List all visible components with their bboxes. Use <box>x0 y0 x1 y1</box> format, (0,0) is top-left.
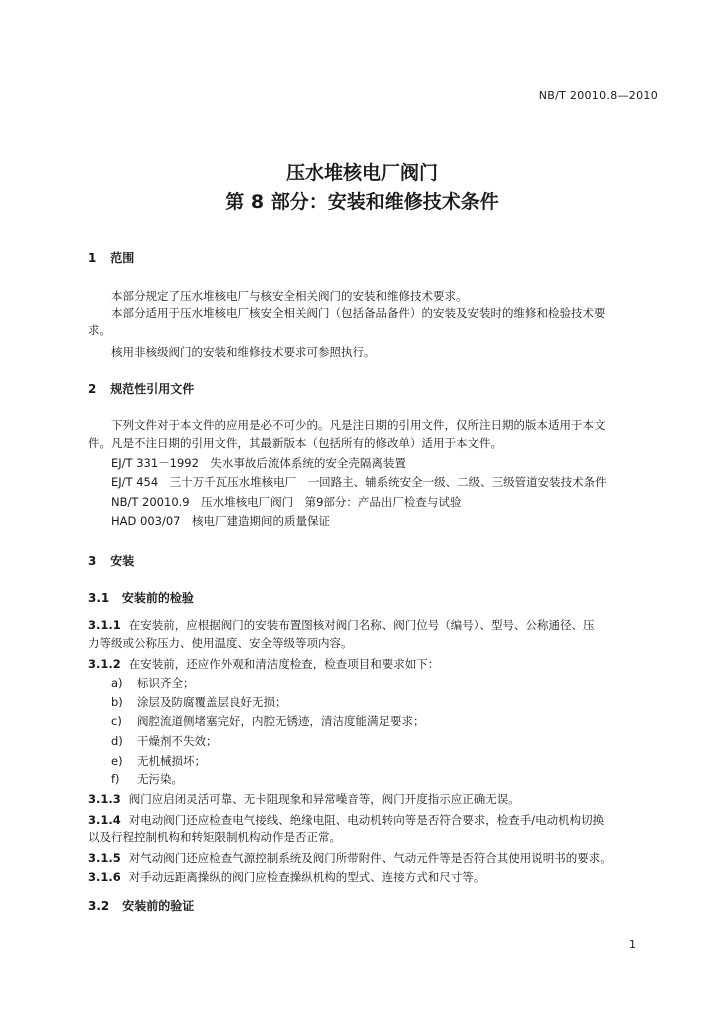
clause-text: 对手动远距离操纵的阀门应检查操纵机构的型式、连接方式和尺寸等。 <box>128 870 486 884</box>
list-item-text: 标识齐全； <box>137 676 195 690</box>
section-3-heading <box>88 552 134 569</box>
document-subtitle: 第 8 部分：安装和维修技术条件 <box>225 191 499 213</box>
clause-number: 3.1.4 <box>88 813 121 827</box>
list-item-label: b) <box>111 695 123 709</box>
paragraph: 下列文件对于本文件的应用是必不可少的。凡是注日期的引用文件，仅所注日期的版本适用于本文 <box>111 418 606 432</box>
section-title: 安装 <box>110 554 135 568</box>
subsection-3-2-heading <box>88 897 194 914</box>
clause-3-1-2 <box>88 656 439 672</box>
clause-3-1-5 <box>88 850 612 866</box>
list-item-label: c) <box>111 714 122 728</box>
clause-text: 阀门应启闭灵活可靠、无卡阻现象和异常噪音等，阀门开度指示应正确无误。 <box>128 792 520 806</box>
page-number: 1 <box>629 938 636 951</box>
section-2-heading <box>88 380 194 397</box>
standard-code: NB/T 20010.8—2010 <box>538 89 658 102</box>
reference-item: EJ/T 454 三十万千瓦压水堆核电厂 一回路主、辅系统安全一级、二级、三级管道安装技术条件 <box>111 475 607 489</box>
subsection-title: 安装前的检验 <box>121 591 194 605</box>
paragraph: 核用非核级阀门的安装和维修技术要求可参照执行。 <box>111 345 376 359</box>
reference-item: HAD 003/07 核电厂建造期间的质量保证 <box>111 514 330 528</box>
list-item <box>111 713 425 729</box>
list-item-label: f) <box>111 772 120 786</box>
paragraph: 本部分适用于压水堆核电厂核安全相关阀门（包括备品备件）的安装及安装时的维修和检验技术要 <box>111 306 606 320</box>
paragraph-continuation: 件。凡是不注日期的引用文件，其最新版本（包括所有的修改单）适用于本文件。 <box>88 436 502 450</box>
paragraph: 本部分规定了压水堆核电厂与核安全相关阀门的安装和维修技术要求。 <box>111 289 468 303</box>
subsection-number: 3.1 <box>88 591 110 605</box>
subsection-title: 安装前的验证 <box>122 899 195 913</box>
clause-number: 3.1.6 <box>88 870 121 884</box>
list-item <box>111 733 218 749</box>
list-item-text: 无机械损坏； <box>137 754 206 768</box>
clause-continuation: 以及行程控制机构和转矩限制机构动作是否正常。 <box>88 830 341 844</box>
subsection-number: 3.2 <box>88 899 110 913</box>
clause-text: 在安装前，还应作外观和清洁度检查，检查项目和要求如下： <box>128 657 440 671</box>
clause-3-1-4 <box>88 812 604 828</box>
clause-number: 3.1.2 <box>88 657 121 671</box>
reference-item: NB/T 20010.9 压水堆核电厂阀门 第9部分：产品出厂检查与试验 <box>111 495 462 509</box>
clause-3-1-1 <box>88 617 595 633</box>
section-number: 3 <box>88 554 97 568</box>
section-1-heading <box>88 249 134 266</box>
paragraph-continuation: 求。 <box>88 323 111 337</box>
list-item <box>111 753 206 769</box>
clause-text: 在安装前，应根据阀门的安装布置图核对阀门名称、阀门位号（编号）、型号、公称通径、压 <box>128 618 595 632</box>
document-title: 压水堆核电厂阀门 <box>285 162 438 184</box>
list-item-label: a) <box>111 676 123 690</box>
reference-item: EJ/T 331－1992 失水事故后流体系统的安全壳隔离装置 <box>111 456 406 470</box>
clause-3-1-3 <box>88 791 520 807</box>
clause-continuation: 力等级或公称压力、使用温度、安全等级等项内容。 <box>88 636 353 650</box>
clause-number: 3.1.1 <box>88 618 121 632</box>
section-title: 规范性引用文件 <box>110 382 195 396</box>
clause-3-1-6 <box>88 869 485 885</box>
list-item <box>111 694 287 710</box>
clause-number: 3.1.5 <box>88 851 121 865</box>
clause-number: 3.1.3 <box>88 792 121 806</box>
list-item-text: 无污染。 <box>137 772 183 786</box>
list-item-label: e) <box>111 754 123 768</box>
list-item-text: 涂层及防腐覆盖层良好无损； <box>137 695 287 709</box>
clause-text: 对气动阀门还应检查气源控制系统及阀门所带附件、气动元件等是否符合其使用说明书的要求。 <box>128 851 612 865</box>
clause-text: 对电动阀门还应检查电气接线、绝缘电阻、电动机转向等是否符合要求，检查手/电动机构切换 <box>128 813 605 827</box>
list-item <box>111 675 195 691</box>
list-item <box>111 771 183 787</box>
section-number: 1 <box>88 251 97 265</box>
section-number: 2 <box>88 382 97 396</box>
list-item-label: d) <box>111 734 123 748</box>
section-title: 范围 <box>110 251 135 265</box>
list-item-text: 干燥剂不失效； <box>137 734 218 748</box>
list-item-text: 阀腔流道侧堵塞完好，内腔无锈迹，清洁度能满足要求； <box>137 714 425 728</box>
subsection-3-1-heading <box>88 589 194 606</box>
